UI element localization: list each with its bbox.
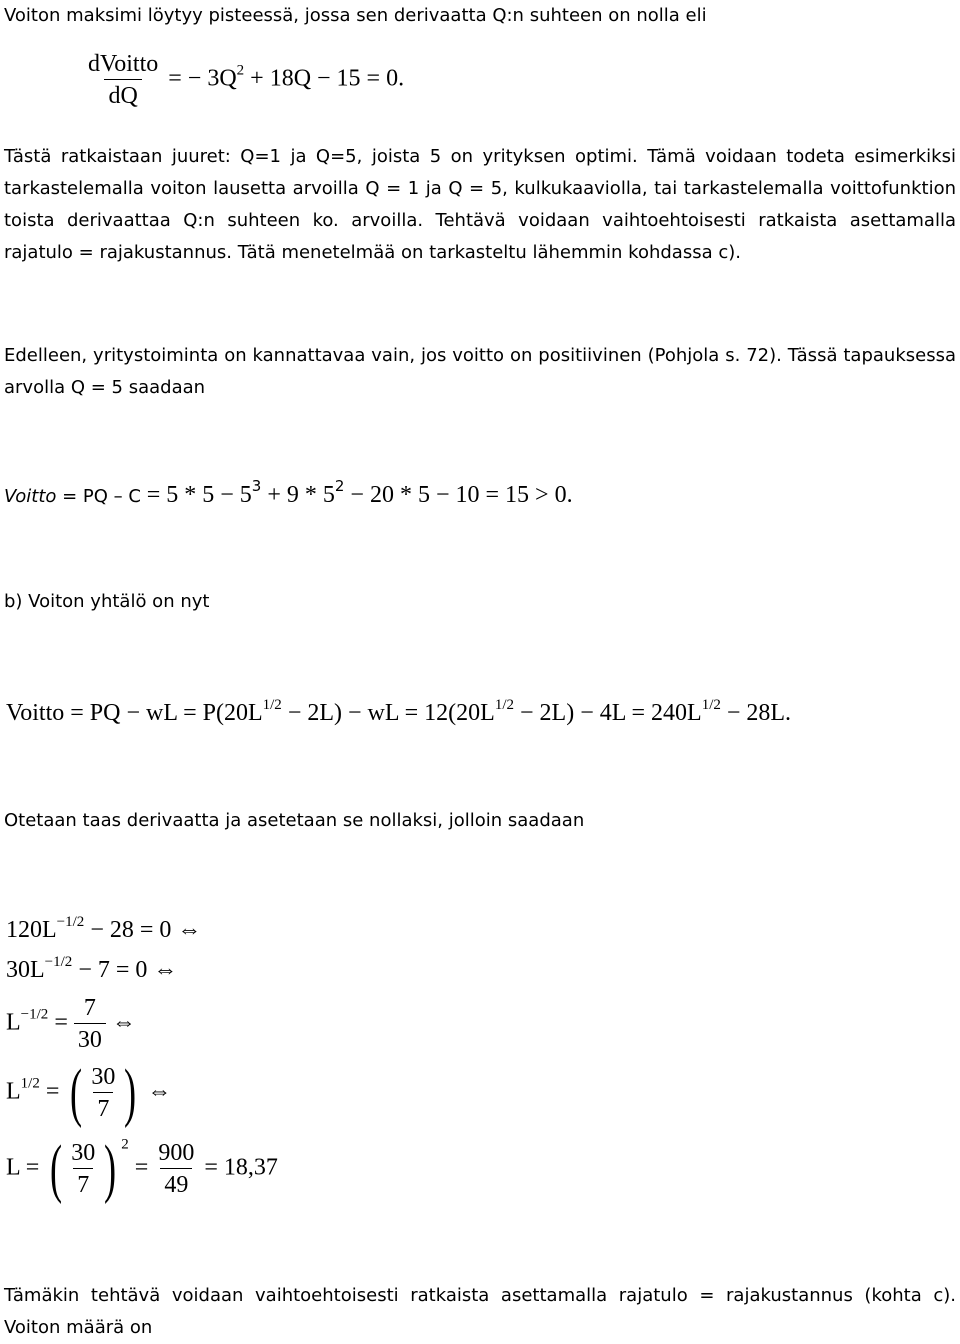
profit-calc-b: + 9 * 5 [261, 482, 335, 508]
eq-part: L [6, 1078, 21, 1105]
profit-function-equation [6, 697, 792, 726]
fraction [87, 1065, 119, 1121]
eq-part: − 28 = 0 ⇔ [84, 917, 202, 943]
fraction-numerator: 900 [158, 1140, 195, 1166]
fraction-denominator: 7 [93, 1092, 113, 1121]
equivalence-arrow: ⇔ [111, 1009, 136, 1036]
roots-paragraph: Tästä ratkaistaan juuret: Q=1 ja Q=5, joista 5 on yrityksen optimi. Tämä voidaan todeta esimerkiksi tarkastelemalla voiton lausetta arvoilla Q = 1 ja Q = 5, kulkukaaviolla, tai tarkastelemalla voittofunktion toista derivaattaa Q:n suhteen ko. arvoilla. Tehtävä voidaan vaihtoehtoisesti ratkaista asettamalla rajatulo = rajakustannus. Tätä menetelmää on tarkasteltu lähemmin kohdassa c). [4, 146, 956, 263]
profit-calc-c: − 20 * 5 − 10 = 15 > 0. [344, 482, 573, 508]
profit-label: Voitto [4, 486, 57, 507]
fraction-denominator: 7 [73, 1168, 93, 1197]
profitability-paragraph: Edelleen, yritystoiminta on kannattavaa vain, jos voitto on positiivinen (Pohjola s. 72). Tässä tapauksessa arvolla Q = 5 saadaan [4, 345, 956, 398]
intro-text: Voiton maksimi löytyy pisteessä, jossa sen derivaatta Q:n suhteen on nolla eli [4, 5, 707, 26]
exponent: −1/2 [56, 914, 85, 930]
fraction-denominator: 30 [74, 1023, 106, 1052]
solution-line-5 [6, 1132, 278, 1205]
exponent: 1/2 [701, 697, 721, 713]
solution-line-4 [6, 1056, 172, 1129]
eq-part: = [39, 1078, 60, 1105]
right-paren: ) [104, 1132, 117, 1205]
exponent: −1/2 [44, 954, 73, 970]
left-paren: ( [50, 1132, 63, 1205]
exponent: 3 [251, 477, 262, 495]
equivalence-arrow: ⇔ [147, 1078, 172, 1105]
exponent: 2 [236, 62, 245, 79]
derivative-fraction [84, 52, 162, 108]
solution-line-3 [6, 996, 136, 1052]
eq-part: 120L [6, 917, 57, 943]
section-b-heading: b) Voiton yhtälö on nyt [4, 591, 210, 612]
exponent: 1/2 [494, 697, 514, 713]
equation-rhs: = − 3Q [168, 65, 237, 92]
fraction-denominator: 49 [160, 1168, 192, 1197]
fraction [74, 996, 106, 1052]
eq-part: Voitto = PQ − wL = P(20L [6, 700, 263, 726]
eq-part: = [48, 1009, 68, 1036]
eq-part: L = [6, 1154, 40, 1181]
exponent: −1/2 [20, 1006, 49, 1023]
fraction-numerator: 30 [71, 1140, 96, 1166]
fraction-numerator: dVoitto [88, 51, 159, 77]
eq-part: − 2L) − 4L = 240L [514, 700, 702, 726]
solution-line-2 [6, 954, 178, 983]
eq-part: − 2L) − wL = 12(20L [281, 700, 495, 726]
derivative-paragraph: Otetaan taas derivaatta ja asetetaan se nollaksi, jolloin saadaan [4, 810, 585, 831]
right-paren: ) [124, 1056, 137, 1129]
fraction [154, 1141, 198, 1197]
exponent: 1/2 [20, 1075, 40, 1092]
eq-part: − 28L. [720, 700, 792, 726]
exponent: 2 [334, 477, 345, 495]
eq-part: 30L [6, 957, 45, 983]
profit-equation [4, 477, 573, 509]
exponent: 1/2 [262, 697, 282, 713]
fraction-numerator: 30 [91, 1064, 116, 1090]
derivative-equation [84, 52, 404, 108]
result: = 18,37 [204, 1154, 278, 1181]
eq-part: = [134, 1154, 149, 1181]
exponent: 2 [121, 1136, 129, 1153]
profit-calc-a: = 5 * 5 − 5 [146, 482, 252, 508]
solution-line-1 [6, 914, 202, 943]
equation-rhs-rest: + 18Q − 15 = 0. [244, 65, 405, 92]
eq-part: − 7 = 0 ⇔ [72, 957, 178, 983]
eq-part: L [6, 1009, 21, 1036]
fraction [67, 1141, 99, 1197]
final-paragraph: Tämäkin tehtävä voidaan vaihtoehtoisesti ratkaista asettamalla rajatulo = rajakustannus (kohta c). Voiton määrä on [4, 1285, 956, 1338]
profit-definition: = PQ – C [56, 486, 141, 507]
fraction-denominator: dQ [104, 79, 141, 108]
left-paren: ( [70, 1056, 83, 1129]
fraction-numerator: 7 [83, 995, 96, 1021]
